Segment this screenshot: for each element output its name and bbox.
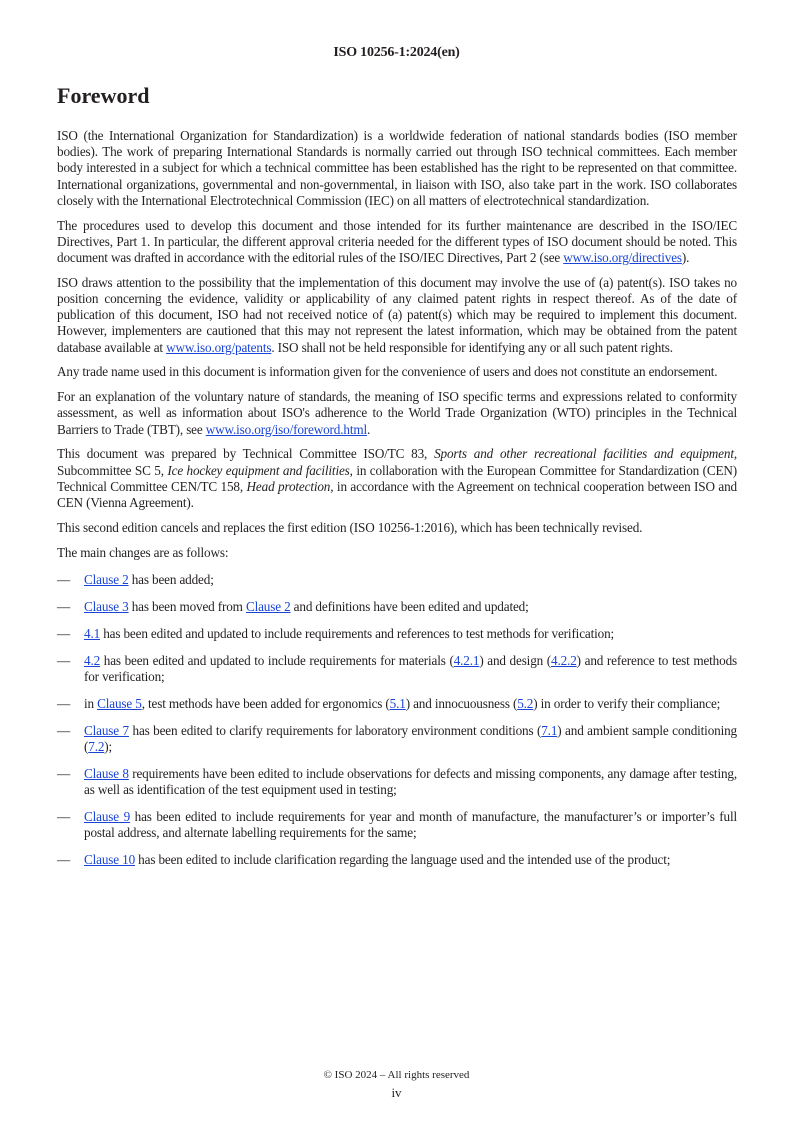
text: , test methods have been added for ergonomics ( xyxy=(141,695,390,711)
text: ISO draws attention to the possibility that the implementation of this document may involve the use of (a) patent(s). ISO takes no position concerning the evidence, validity or applicability of any claimed patent rights in respect thereof. As of the date of publication of this document, ISO had not received notice of (a) patent(s) which may be required to implement this document. However, implementers are cautioned that this may not represent the latest information, which may be obtained from the patent database available at xyxy=(57,274,737,355)
clause-link[interactable]: Clause 10 xyxy=(84,852,136,868)
text: . xyxy=(366,421,371,437)
page-footer xyxy=(0,1066,793,1102)
list-item xyxy=(57,852,737,868)
list-item xyxy=(57,599,737,615)
page-title: Foreword xyxy=(57,83,150,108)
foreword-link[interactable]: www.iso.org/iso/foreword.html xyxy=(205,421,367,437)
clause-link[interactable]: 5.2 xyxy=(517,695,534,711)
text: ) and ambient sample conditioning ( xyxy=(84,722,737,755)
clause-link[interactable]: Clause 3 xyxy=(84,598,129,614)
text: ) and innocuousness ( xyxy=(405,695,518,711)
patents-link[interactable]: www.iso.org/patents xyxy=(166,339,272,355)
text: ). xyxy=(681,250,690,266)
page-number: iv xyxy=(391,1085,402,1100)
text: has been edited to include clarification regarding the language used and the intended use of the product; xyxy=(135,852,671,868)
text: and definitions have been edited and updated; xyxy=(290,598,529,614)
text: , Subcommittee SC 5, xyxy=(57,446,737,478)
text: The procedures used to develop this document and those intended for its further maintenance are described in the ISO/IEC Directives, Part 1. In particular, the different approval criteria needed for the different types of ISO document should be noted. This document was drafted in accordance with the editorial rules of the ISO/IEC Directives, Part 2 (see xyxy=(57,217,737,266)
clause-link[interactable]: Clause 2 xyxy=(84,571,129,587)
clause-link[interactable]: 4.2 xyxy=(84,652,101,668)
list-item xyxy=(57,723,737,755)
clause-link[interactable]: 7.1 xyxy=(541,722,558,738)
list-item xyxy=(57,766,737,798)
document-id-header: ISO 10256-1:2024(en) xyxy=(333,45,460,60)
copyright-notice: © ISO 2024 – All rights reserved xyxy=(323,1069,470,1081)
text: ) and reference to test methods for verification; xyxy=(84,652,737,684)
dash-bullet: — xyxy=(57,652,71,668)
list-item xyxy=(57,809,737,841)
dash-bullet: — xyxy=(57,766,71,782)
text: in accordance with the Agreement on technical cooperation between ISO and CEN (Vienna Agreement). xyxy=(57,478,737,511)
dash-bullet: — xyxy=(57,598,71,614)
clause-link[interactable]: Clause 2 xyxy=(245,598,291,614)
text: has been added; xyxy=(128,571,214,587)
directives-link[interactable]: www.iso.org/directives xyxy=(563,250,682,266)
paragraph-trade-name: Any trade name used in this document is information given for the convenience of users and does not constitute an endorsement. xyxy=(57,364,718,380)
clause-link[interactable]: Clause 8 xyxy=(84,766,129,782)
text: ); xyxy=(104,739,113,755)
list-item xyxy=(57,696,737,712)
clause-link[interactable]: Clause 5 xyxy=(97,695,142,711)
paragraph-voluntary-nature xyxy=(57,389,737,438)
dash-bullet: — xyxy=(57,695,71,711)
text: in collaboration with the European Committee for Standardization (CEN) Technical Committee CEN/TC 158, xyxy=(57,462,738,494)
clause-link[interactable]: 4.2.1 xyxy=(453,652,480,668)
text: has been edited to include requirements for year and month of manufacture, the manufacturer’s or importer’s full postal address, and alternate labelling requirements for the same; xyxy=(84,809,737,841)
text: has been moved from xyxy=(128,598,246,614)
list-item xyxy=(57,572,737,588)
dash-bullet: — xyxy=(57,571,71,587)
paragraph-changes-intro: The main changes are as follows: xyxy=(57,544,229,560)
text: ) in order to verify their compliance; xyxy=(533,695,721,711)
paragraph-iso-intro: ISO (the International Organization for Standardization) is a worldwide federation of national standards bodies (ISO member bodies). The work of preparing International Standards is normally carried out through ISO technical committees. Each member body interested in a subject for which a technical committee has been established has the right to be represented on that committee. International organizations, governmental and non-governmental, in liaison with ISO, also take part in the work. ISO collaborates closely with the International Electrotechnical Commission (IEC) on all matters of electrotechnical standardization. xyxy=(57,128,737,208)
clause-link[interactable]: Clause 9 xyxy=(84,809,131,825)
text: For an explanation of the voluntary nature of standards, the meaning of ISO specific terms and expressions related to conformity assessment, as well as information about ISO's adherence to the World Trade Organization (WTO) principles in the Technical Barriers to Trade (TBT), see xyxy=(57,389,737,437)
list-item xyxy=(57,653,737,685)
clause-link[interactable]: 7.2 xyxy=(88,739,105,755)
clause-link[interactable]: 4.2.2 xyxy=(551,652,577,668)
dash-bullet: — xyxy=(57,809,71,825)
list-item xyxy=(57,626,737,642)
clause-link[interactable]: 5.1 xyxy=(389,695,406,711)
text: This document was prepared by Technical Committee ISO/TC 83, xyxy=(57,446,435,462)
clause-link[interactable]: Clause 7 xyxy=(84,722,129,738)
dash-bullet: — xyxy=(57,852,71,868)
paragraph-procedures xyxy=(57,218,737,267)
changes-list xyxy=(57,572,737,869)
text: has been edited and updated to include requirements for materials ( xyxy=(100,652,454,668)
cen-committee-title: Head protection, xyxy=(246,478,334,494)
paragraph-edition: This second edition cancels and replaces the first edition (ISO 10256-1:2016), which has been technically revised. xyxy=(57,519,643,535)
foreword-body xyxy=(57,128,737,879)
dash-bullet: — xyxy=(57,722,71,738)
dash-bullet: — xyxy=(57,625,71,641)
text: in xyxy=(84,695,98,711)
paragraph-patents xyxy=(57,275,737,356)
text: ) and design ( xyxy=(479,652,552,668)
text: has been edited to clarify requirements for laboratory environment conditions ( xyxy=(128,722,542,738)
text: requirements have been edited to include observations for defects and missing components, any damage after testing, as well as identification of the test equipment used in testing; xyxy=(84,766,737,798)
committee-title: Sports and other recreational facilities and equipment xyxy=(434,446,734,462)
text: has been edited and updated to include requirements and references to test methods for verification; xyxy=(100,625,615,641)
subcommittee-title: Ice hockey equipment and facilities, xyxy=(167,462,353,478)
paragraph-committee xyxy=(57,446,737,511)
clause-link[interactable]: 4.1 xyxy=(84,625,101,641)
text: . ISO shall not be held responsible for identifying any or all such patent rights. xyxy=(271,339,673,355)
